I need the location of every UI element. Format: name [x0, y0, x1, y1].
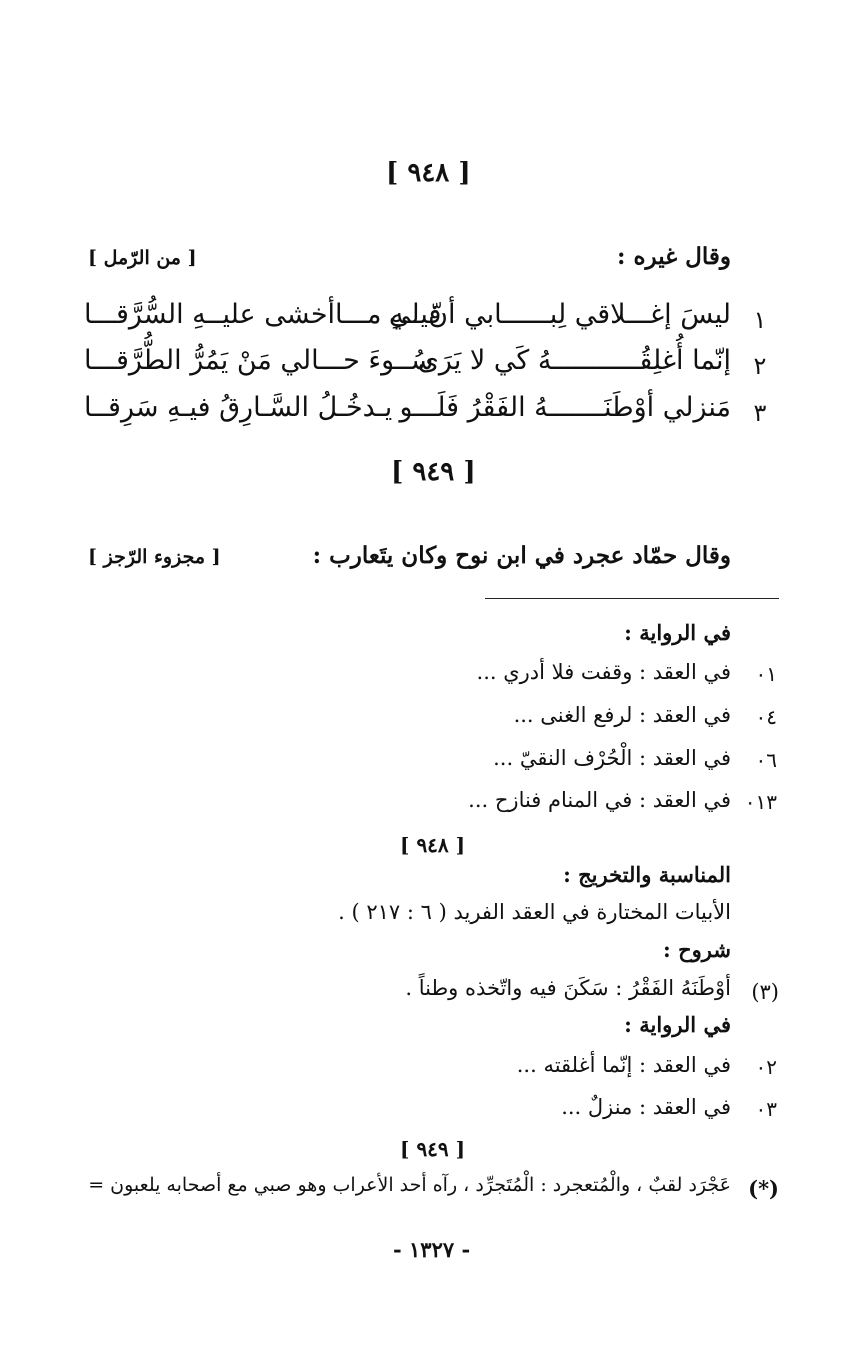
- meter-label-949: [ مجزوء الرّجز ]: [88, 546, 221, 568]
- variant-text: في العقد : إنّما أغلقته ...: [516, 1053, 731, 1077]
- shuruh-heading: شروح :: [663, 937, 731, 962]
- verse-hemistich-second: يـدخُـلُ السَّـارِقُ فيـهِ سَرِقــا: [84, 392, 393, 423]
- riwaya-heading: في الرواية :: [624, 1012, 731, 1037]
- verse-number: ١: [753, 306, 767, 334]
- variant-text: في العقد : في المنام فنازح ...: [468, 788, 731, 812]
- sharh-number: (٣): [751, 980, 779, 1004]
- sharh-text: أوْطَنَهُ الفَقْرُ : سَكَنَ فيه واتّخذه وطناً .: [405, 976, 731, 1000]
- variant-text: في العقد : وقفت فلا أدري ...: [476, 660, 731, 684]
- verse-hemistich-first: مَنزلي أوْطَنَـــــــهُ الفَقْرُ فَلَـــو: [399, 392, 731, 423]
- variant-text: في العقد : منزلٌ ...: [561, 1095, 731, 1119]
- star-note-marker: (*): [748, 1176, 779, 1201]
- entry-intro-948: وقال غيره :: [616, 243, 731, 270]
- verse-hemistich-second: فيــهِ مـــاأخشى عليــهِ السُّرَّقـــا: [84, 299, 442, 330]
- variant-number: ٠٢: [755, 1055, 777, 1079]
- munasaba-text: الأبيات المختارة في العقد الفريد ( ٦ : ٢١٧ ) .: [338, 900, 731, 924]
- riwaya-heading: في الرواية :: [624, 620, 731, 645]
- notes-heading-949: [ ٩٤٩ ]: [400, 1137, 466, 1161]
- meter-label-948: [ من الرّمل ]: [88, 247, 197, 269]
- verse-hemistich-first: إنّما أُغلِقُـــــــــــهُ كَي لا يَرَى: [417, 345, 731, 376]
- variant-number: ٠٣: [755, 1097, 777, 1121]
- notes-heading-948: [ ٩٤٨ ]: [400, 833, 466, 857]
- verse-number: ٣: [753, 399, 767, 427]
- verse-number: ٢: [753, 352, 767, 380]
- munasaba-heading: المناسبة والتخريج :: [563, 862, 731, 887]
- page-number: - ١٣٢٧ -: [393, 1237, 471, 1262]
- verse-hemistich-first: ليسَ إغـــلاقي لِبــــــابي أنّ لي: [388, 299, 731, 330]
- variant-text: في العقد : لرفع الغنى ...: [513, 703, 731, 727]
- entry-intro-949: وقال حمّاد عجرد في ابن نوح وكان يتَعارب :: [312, 542, 731, 569]
- entry-heading-949: [ ٩٤٩ ]: [391, 457, 476, 487]
- verse-hemistich-second: سُــوءَ حـــالي مَنْ يَمُرُّ الطُّرَّقـــا: [84, 345, 434, 376]
- star-note-text: عَجْرَد لقبٌ ، والْمُتعجرد : الْمُتَجرِّد ، رآه أحد الأعراب وهو صبي مع أصحابه يلعبون =: [88, 1174, 731, 1196]
- variant-number: ٠٦: [755, 748, 777, 772]
- variant-number: ٠١٣: [744, 790, 777, 814]
- variant-text: في العقد : الْحُرْف النقيّ ...: [493, 746, 731, 770]
- footnote-separator: [485, 598, 779, 599]
- variant-number: ٠٤: [755, 705, 777, 729]
- variant-number: ٠١: [755, 662, 777, 686]
- entry-heading-948: [ ٩٤٨ ]: [386, 158, 471, 188]
